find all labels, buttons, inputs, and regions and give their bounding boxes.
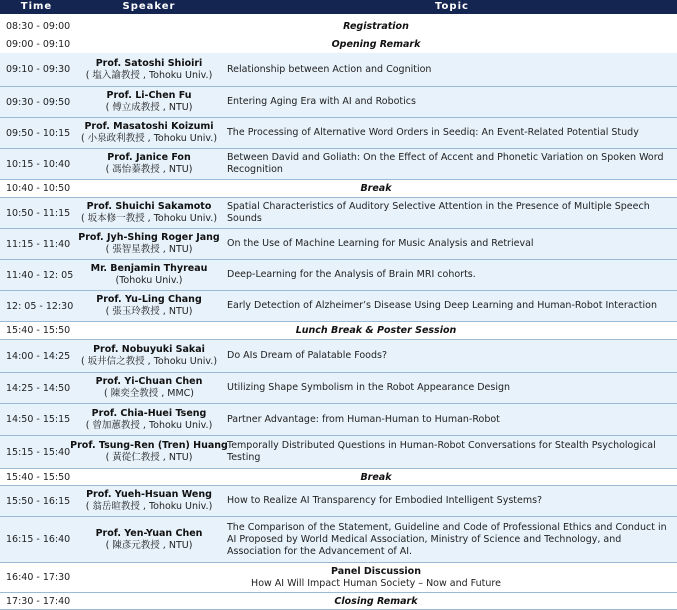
topic-cell: Utilizing Shape Symbolism in the Robot Appearance Design [227, 382, 511, 393]
time-cell: 09:10 - 09:30 [6, 64, 71, 75]
time-cell: 12: 05 - 12:30 [6, 300, 74, 312]
time-cell: 15:40 - 15:50 [6, 325, 71, 336]
event-label: Opening Remark [331, 38, 421, 50]
event-label: Break [360, 183, 392, 194]
header-topic: Topic [227, 0, 677, 14]
speaker-cell [75, 517, 223, 562]
time-cell: 10:40 - 10:50 [6, 183, 71, 194]
time-cell: 17:30 - 17:40 [6, 595, 71, 607]
speaker-affiliation: ( 塩入諭教授 , Tohoku Univ.) [85, 69, 213, 81]
topic-cell: Temporally Distributed Questions in Human-Robot Conversations for Stealth Psychological Testing [227, 440, 656, 463]
speaker-name: Prof. Yu-Ling Chang [96, 294, 202, 305]
topic-cell: Relationship between Action and Cognition [227, 63, 432, 75]
event-label: Break [360, 471, 392, 483]
speaker-cell [70, 436, 228, 468]
time-cell: 14:50 - 15:15 [6, 414, 71, 425]
time-cell: 16:40 - 17:30 [6, 572, 71, 583]
speaker-affiliation: ( 陳彥元教授 , NTU) [105, 539, 193, 551]
event-label: Lunch Break & Poster Session [295, 325, 457, 336]
time-cell: 15:40 - 15:50 [6, 471, 71, 483]
talk-row [0, 517, 677, 563]
event-row [0, 593, 677, 610]
speaker-affiliation: ( 小泉政利教授 , Tohoku Univ.) [80, 133, 218, 144]
topic-cell: How to Realize AI Transparency for Embodied Intelligent Systems? [227, 495, 543, 506]
speaker-affiliation: ( 坂井信之教授 , Tohoku Univ.) [80, 356, 218, 367]
panel-row [0, 563, 677, 593]
time-cell: 15:50 - 16:15 [6, 495, 71, 507]
speaker-name: Prof. Jyh-Shing Roger Jang [78, 232, 220, 243]
time-cell: 09:50 - 10:15 [6, 127, 71, 139]
speaker-name: Prof. Janice Fon [107, 152, 191, 163]
topic-cell: Partner Advantage: from Human-Human to Human-Robot [227, 413, 500, 425]
panel-title: Panel Discussion [331, 565, 421, 577]
speaker-cell [75, 340, 223, 372]
speaker-name: Prof. Tsung-Ren (Tren) Huang [70, 440, 228, 451]
speaker-affiliation: ( 坂本修一教授 , Tohoku Univ.) [80, 213, 218, 224]
talk-row [0, 404, 677, 436]
speaker-cell [75, 118, 223, 148]
talk-row [0, 260, 677, 291]
speaker-affiliation: ( 張智星教授 , NTU) [105, 244, 193, 255]
time-cell: 10:15 - 10:40 [6, 158, 71, 170]
panel-subtitle: How AI Will Impact Human Society – Now and Future [251, 577, 501, 589]
topic-cell: Spatial Characteristics of Auditory Selective Attention in the Presence of Multiple Speech Sounds [227, 201, 650, 224]
topic-cell: On the Use of Machine Learning for Music Analysis and Retrieval [227, 238, 534, 249]
topic-cell: The Processing of Alternative Word Orders in Seediq: An Event-Related Potential Study [227, 127, 639, 138]
event-row [0, 35, 677, 54]
header-speaker: Speaker [75, 0, 223, 14]
talk-row [0, 486, 677, 517]
speaker-affiliation: ( 陳奕全教授 , MMC) [103, 388, 195, 399]
speaker-name: Prof. Masatoshi Koizumi [84, 121, 214, 132]
talk-row [0, 436, 677, 469]
speaker-cell [75, 486, 223, 516]
topic-cell: The Comparison of the Statement, Guideline and Code of Professional Ethics and Conduct in AI Proposed by World Medical Association, Ministry of Science and Technology, and Association for the Advancement of AI. [227, 521, 667, 557]
talk-row [0, 291, 677, 322]
event-label: Closing Remark [334, 595, 418, 607]
speaker-name: Prof. Yueh-Hsuan Weng [86, 489, 212, 500]
speaker-name: Prof. Satoshi Shioiri [95, 57, 203, 69]
event-row [0, 17, 677, 36]
time-cell: 09:00 - 09:10 [6, 38, 71, 50]
speaker-name: Prof. Shuichi Sakamoto [86, 201, 212, 212]
event-row [0, 322, 677, 340]
speaker-affiliation: ( 馮怡蓁教授 , NTU) [105, 164, 193, 175]
talk-row [0, 373, 677, 404]
topic-cell: Early Detection of Alzheimer’s Disease Using Deep Learning and Human-Robot Interaction [227, 300, 657, 311]
time-cell: 10:50 - 11:15 [6, 207, 71, 219]
speaker-affiliation: ( 傅立成教授 , NTU) [105, 102, 193, 113]
panel-cell [75, 563, 677, 592]
talk-row [0, 149, 677, 180]
talk-row [0, 53, 677, 87]
speaker-name: Prof. Yen-Yuan Chen [95, 527, 203, 539]
speaker-cell [75, 291, 223, 321]
talk-row [0, 87, 677, 118]
speaker-cell [75, 373, 223, 403]
topic-cell: Do AIs Dream of Palatable Foods? [227, 350, 387, 361]
time-cell: 11:15 - 11:40 [6, 238, 71, 250]
speaker-name: Prof. Chia-Huei Tseng [91, 407, 207, 419]
speaker-affiliation: (Tohoku Univ.) [115, 275, 183, 286]
topic-cell: Deep-Learning for the Analysis of Brain MRI cohorts. [227, 269, 476, 280]
speaker-cell [75, 198, 223, 228]
talk-row [0, 198, 677, 229]
speaker-cell [75, 260, 223, 290]
time-cell: 09:30 - 09:50 [6, 96, 71, 108]
speaker-affiliation: ( 黃從仁教授 , NTU) [105, 452, 193, 463]
speaker-cell [75, 149, 223, 179]
speaker-affiliation: ( 翁岳暄教授 , Tohoku Univ.) [85, 501, 213, 512]
time-cell: 14:00 - 14:25 [6, 350, 71, 362]
time-cell: 16:15 - 16:40 [6, 534, 71, 545]
speaker-affiliation: ( 張玉玲教授 , NTU) [105, 306, 193, 317]
talk-row [0, 118, 677, 149]
time-cell: 14:25 - 14:50 [6, 382, 71, 394]
speaker-cell [75, 87, 223, 117]
speaker-cell [75, 404, 223, 435]
time-cell: 08:30 - 09:00 [6, 20, 71, 32]
topic-cell: Entering Aging Era with AI and Robotics [227, 96, 416, 107]
speaker-cell [75, 53, 223, 86]
speaker-affiliation: ( 曾加蕙教授 , Tohoku Univ.) [85, 419, 213, 431]
time-cell: 11:40 - 12: 05 [6, 269, 74, 281]
event-row [0, 469, 677, 486]
speaker-name: Prof. Li-Chen Fu [106, 90, 192, 101]
speaker-name: Prof. Nobuyuki Sakai [93, 344, 205, 355]
talk-row [0, 340, 677, 373]
speaker-name: Prof. Yi-Chuan Chen [95, 376, 203, 387]
event-label: Registration [343, 20, 409, 32]
time-cell: 15:15 - 15:40 [6, 446, 71, 458]
talk-row [0, 229, 677, 260]
speaker-cell [75, 229, 223, 259]
event-row [0, 180, 677, 198]
topic-cell: Between David and Goliath: On the Effect of Accent and Phonetic Variation on Spoken Word Recognition [227, 152, 664, 175]
speaker-name: Mr. Benjamin Thyreau [90, 263, 208, 274]
header-time: Time [0, 0, 73, 14]
